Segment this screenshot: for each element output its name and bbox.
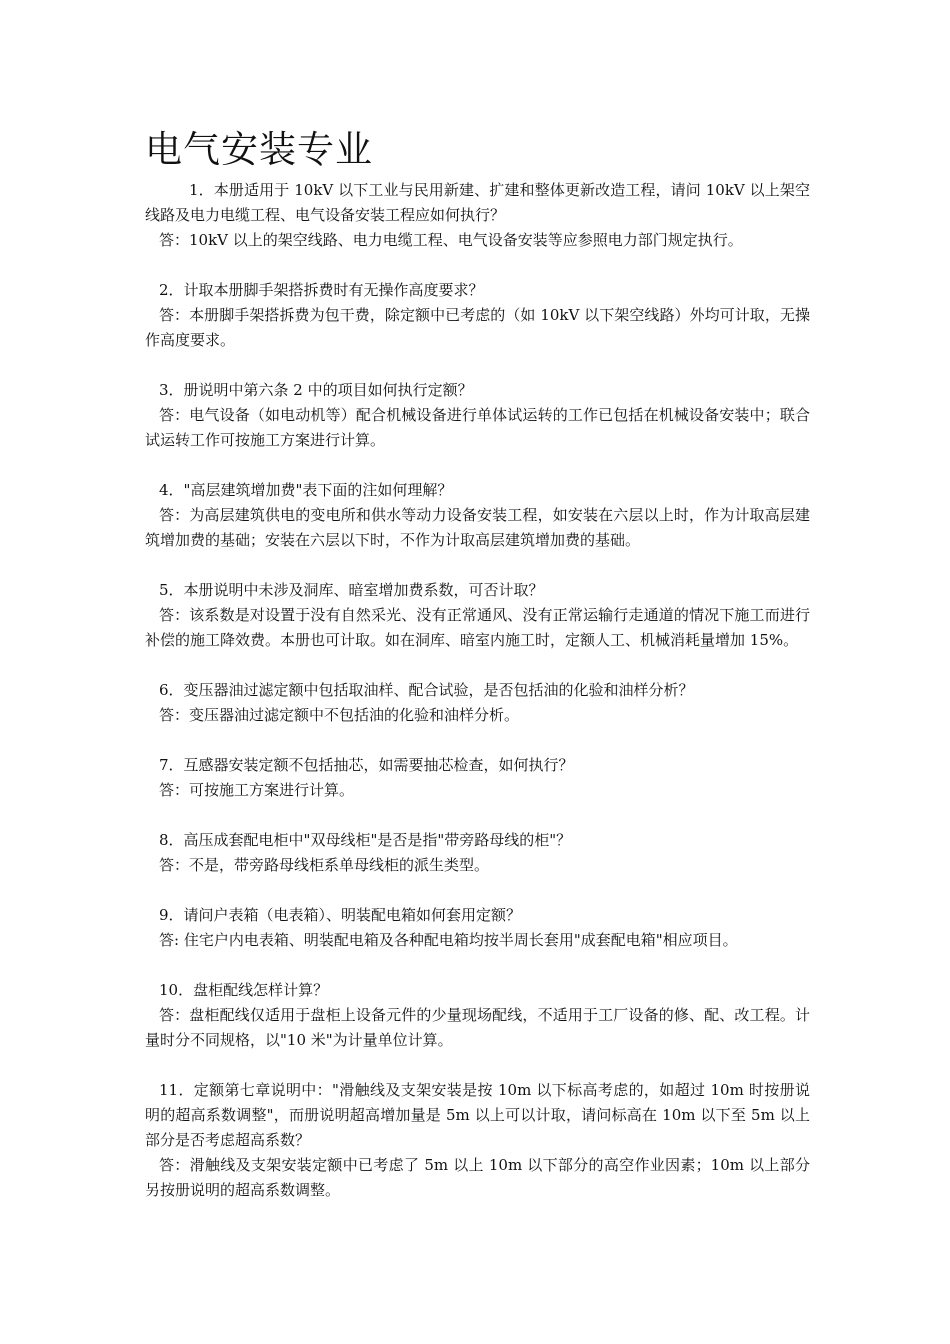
qa-item-4 bbox=[145, 478, 810, 553]
answer-text: 答：10kV 以上的架空线路、电力电缆工程、电气设备安装等应参照电力部门规定执行。 bbox=[159, 231, 743, 249]
question-text: 6．变压器油过滤定额中包括取油样、配合试验，是否包括油的化验和油样分析？ bbox=[159, 681, 694, 699]
answer-text: 答：盘柜配线仅适用于盘柜上设备元件的少量现场配线，不适用于工厂设备的修、配、改工程。计量时分不同规格，以"10 米"为计量单位计算。 bbox=[145, 1006, 810, 1049]
question-text: 1．本册适用于 10kV 以下工业与民用新建、扩建和整体更新改造工程，请问 10kV 以上架空线路及电力电缆工程、电气设备安装工程应如何执行？ bbox=[145, 181, 810, 224]
answer-text: 答：为高层建筑供电的变电所和供水等动力设备安装工程，如安装在六层以上时，作为计取高层建筑增加费的基础；安装在六层以下时，不作为计取高层建筑增加费的基础。 bbox=[145, 506, 810, 549]
question-text: 9．请问户表箱（电表箱）、明装配电箱如何套用定额？ bbox=[159, 906, 522, 924]
answer-text: 答: 住宅户内电表箱、明装配电箱及各种配电箱均按半周长套用"成套配电箱"相应项目。 bbox=[159, 931, 738, 949]
qa-item-1 bbox=[145, 178, 810, 253]
answer-text: 答：变压器油过滤定额中不包括油的化验和油样分析。 bbox=[159, 706, 520, 724]
answer-text: 答：该系数是对设置于没有自然采光、没有正常通风、没有正常运输行走通道的情况下施工而进行补偿的施工降效费。本册也可计取。如在洞库、暗室内施工时，定额人工、机械消耗量增加 15%。 bbox=[145, 606, 810, 649]
qa-item-10 bbox=[145, 978, 810, 1053]
answer-text: 答：可按施工方案进行计算。 bbox=[159, 781, 355, 799]
qa-item-7 bbox=[145, 753, 810, 803]
question-text: 7．互感器安装定额不包括抽芯，如需要抽芯检查，如何执行？ bbox=[159, 756, 574, 774]
question-text: 2．计取本册脚手架搭拆费时有无操作高度要求？ bbox=[159, 281, 484, 299]
qa-item-2 bbox=[145, 278, 810, 353]
answer-text: 答：不是，带旁路母线柜系单母线柜的派生类型。 bbox=[159, 856, 490, 874]
qa-item-5 bbox=[145, 578, 810, 653]
qa-item-3 bbox=[145, 378, 810, 453]
question-text: 3．册说明中第六条 2 中的项目如何执行定额？ bbox=[159, 381, 473, 399]
question-text: 8．高压成套配电柜中"双母线柜"是否是指"带旁路母线的柜"？ bbox=[159, 831, 572, 849]
qa-item-11 bbox=[145, 1078, 810, 1203]
qa-item-6 bbox=[145, 678, 810, 728]
qa-item-8 bbox=[145, 828, 810, 878]
qa-item-9 bbox=[145, 903, 810, 953]
answer-text: 答：滑触线及支架安装定额中已考虑了 5m 以上 10m 以下部分的高空作业因素；10m 以上部分另按册说明的超高系数调整。 bbox=[145, 1156, 810, 1199]
answer-text: 答：本册脚手架搭拆费为包干费，除定额中已考虑的（如 10kV 以下架空线路）外均可计取，无操作高度要求。 bbox=[145, 306, 810, 349]
question-text: 11．定额第七章说明中："滑触线及支架安装是按 10m 以下标高考虑的，如超过 10m 时按册说明的超高系数调整"，而册说明超高增加量是 5m 以上可以计取，请问标高在 10m 以下至 5m 以上部分是否考虑超高系数？ bbox=[145, 1081, 810, 1149]
question-text: 10．盘柜配线怎样计算？ bbox=[159, 981, 329, 999]
document-title: 电气安装专业 bbox=[145, 128, 373, 171]
document-page bbox=[145, 124, 810, 1203]
question-text: 4．"高层建筑增加费"表下面的注如何理解？ bbox=[159, 481, 453, 499]
question-text: 5．本册说明中未涉及洞库、暗室增加费系数，可否计取？ bbox=[159, 581, 544, 599]
answer-text: 答：电气设备（如电动机等）配合机械设备进行单体试运转的工作已包括在机械设备安装中；联合试运转工作可按施工方案进行计算。 bbox=[145, 406, 810, 449]
